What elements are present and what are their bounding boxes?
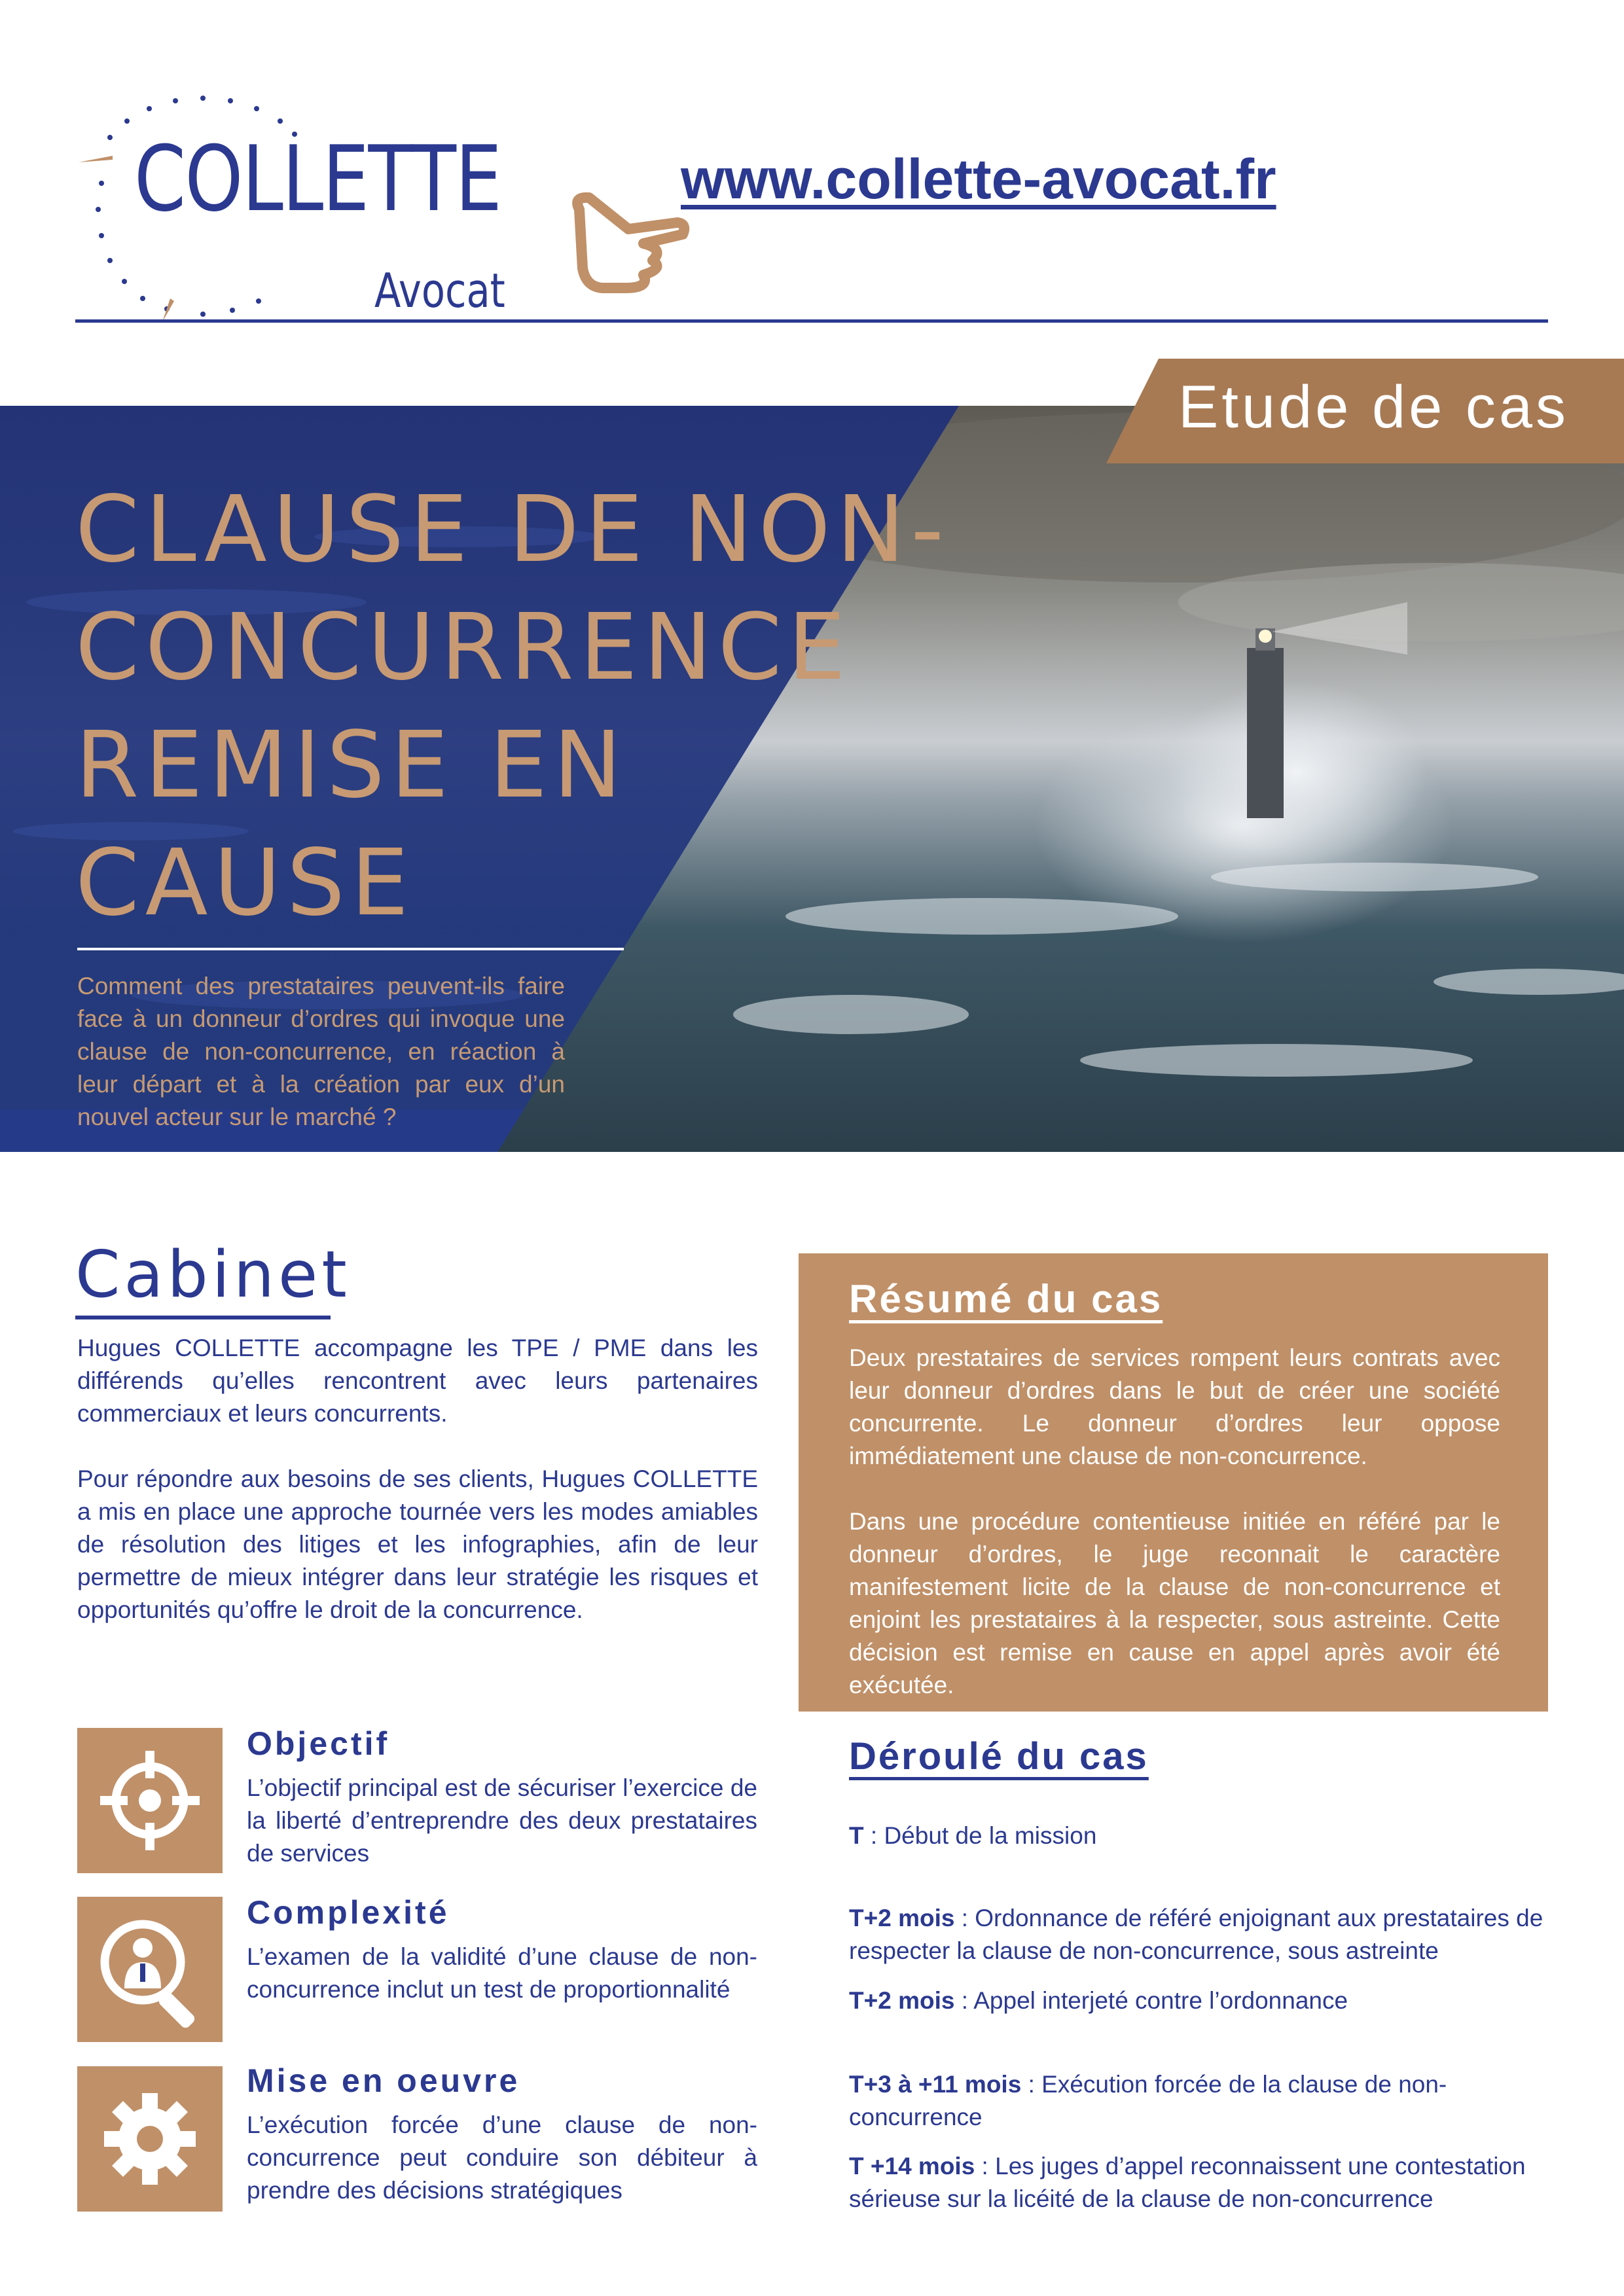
hero-title-line: CLAUSE DE NON-: [75, 476, 950, 583]
hero-divider: [77, 948, 624, 950]
timeline-heading: Déroulé du cas: [849, 1735, 1149, 1778]
timeline-item: [849, 1902, 1549, 1967]
implementation-title: Mise en oeuvre: [247, 2062, 520, 2099]
cabinet-paragraph: Hugues COLLETTE accompagne les TPE / PME dans les différends qu’elles rencontrent avec leurs partenaires commerciaux et leurs concurrents.: [77, 1335, 758, 1427]
case-summary-paragraph: Deux prestataires de services rompent leurs contrats avec leur donneur d’ordres dans le but de créer une société concurrente. Le donneur d’ordres leur oppose immédiatement une clause de non-concurrence.: [849, 1344, 1500, 1469]
timeline-text: : Les juges d’appel reconnaissent une contestation sérieuse sur la licéité de la clause de non-concurrence: [849, 2153, 1526, 2212]
objective-panel: [77, 1728, 223, 1873]
timeline-item: [849, 1984, 1549, 2017]
header-divider: [75, 319, 1548, 323]
timeline-item: [849, 1820, 1549, 1852]
timeline-key: T+2 mois: [849, 1987, 955, 2014]
case-study-label: Etude de cas: [1178, 374, 1570, 440]
objective-title: Objectif: [247, 1725, 390, 1762]
pointing-hand-icon: [566, 183, 691, 295]
complexity-title: Complexité: [247, 1894, 450, 1931]
case-summary-heading: Résumé du cas: [849, 1277, 1163, 1321]
hero-title-line: REMISE EN: [75, 712, 628, 819]
gear-icon: [77, 2066, 223, 2212]
implementation-panel: [77, 2066, 223, 2212]
timeline-item: [849, 2150, 1549, 2215]
timeline-key: T+3 à +11 mois: [849, 2071, 1022, 2098]
cabinet-heading: Cabinet: [75, 1238, 351, 1312]
implementation-text: L’exécution forcée d’une clause de non-concurrence peut conduire son débiteur à prendre des décisions stratégiques: [247, 2111, 757, 2204]
timeline-key: T+2 mois: [849, 1905, 955, 1931]
timeline-text: : Ordonnance de référé enjoignant aux prestataires de respecter la clause de non-concurrence, sous astreinte: [849, 1905, 1543, 1964]
timeline-key: T +14 mois: [849, 2153, 975, 2179]
hero-question: Comment des prestataires peuvent-ils faire face à un donneur d’ordres qui invoque une clause de non-concurrence, en réaction à leur départ et à la création par eux d’un nouvel acteur sur le marché ?: [77, 973, 565, 1130]
cabinet-underline: [75, 1316, 331, 1319]
hero-title-line: CONCURRENCE: [75, 594, 852, 701]
logo-wordmark: COLLETTE: [134, 126, 501, 232]
case-summary-paragraph: Dans une procédure contentieuse initiée en référé par le donneur d’ordres, le juge reconnait le caractère manifestement licite de la clause de non-concurrence et enjoint les prestataires à la respecter, sous astreinte. Cette décision est remise en cause en appel après avoir été exécutée.: [849, 1508, 1500, 1698]
timeline-key: T: [849, 1822, 864, 1849]
target-icon: [77, 1728, 223, 1873]
person-magnifier-icon: [77, 1897, 223, 2042]
photo-credit: Crédit : Shutterstock.: [514, 1170, 636, 1184]
website-link[interactable]: www.collette-avocat.fr: [681, 148, 1276, 211]
hero-title-line: CAUSE: [75, 830, 415, 937]
logo-subtitle: Avocat: [374, 263, 505, 318]
complexity-panel: [77, 1897, 223, 2042]
hero-title: [75, 471, 959, 942]
timeline-item: [849, 2068, 1549, 2134]
cabinet-paragraph: Pour répondre aux besoins de ses clients, Hugues COLLETTE a mis en place une approche tournée vers les modes amiables de résolution des litiges et les infographies, afin de leur permettre de mieux intégrer dans leur stratégie les risques et opportunités qu’offre le droit de la concurrence.: [77, 1465, 758, 1623]
complexity-text: L’examen de la validité d’une clause de non-concurrence inclut un test de proportionnalité: [247, 1943, 757, 2003]
objective-text: L’objectif principal est de sécuriser l’exercice de la liberté d’entreprendre des deux prestataires de services: [247, 1774, 757, 1867]
timeline-text: : Début de la mission: [863, 1822, 1097, 1849]
timeline-text: : Appel interjeté contre l’ordonnance: [954, 1987, 1348, 2014]
timeline-text: : Exécution forcée de la clause de non-concurrence: [849, 2071, 1447, 2130]
